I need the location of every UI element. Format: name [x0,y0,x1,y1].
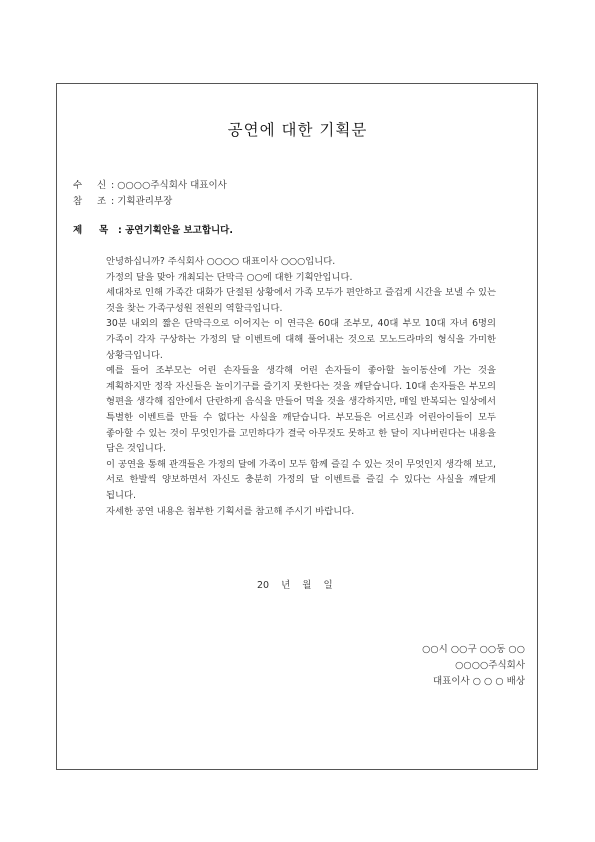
body-paragraph-example: 예를 들어 조부모는 어린 손자들을 생각해 어린 손자들이 좋아할 놀이동산에 가는 것을 계획하지만 정작 자신들은 놀이기구를 즐기지 못한다는 것을 깨닫습니다. 10대 손자들은 부모의 형편을 생각해 집안에서 단란하게 음식을 만들어 먹을 것을 생각하지만, 매일 반복되는 일상에서 특별한 이벤트를 만들 수 없다는 사실을 깨닫습니다. 부모들은 어르신과 어린아이들이 모두 좋아할 수 있는 것이 무엇인가를 고민하다가 결국 아무것도 못하고 한 달이 지나버린다는 내용을 담은 것입니다. [106,365,496,455]
body-paragraph-purpose: 이 공연을 통해 관객들은 가정의 달에 가족이 모두 함께 즐길 수 있는 것이 무엇인지 생각해 보고, 서로 한발씩 양보하면서 자신도 충분히 가정의 달 이벤트를 즐길 수 있다는 사실을 깨닫게 됩니다. [106,458,496,501]
body-paragraph-intro: 가정의 달을 맞아 개최되는 단막극 ○○에 대한 기획안입니다. [106,271,353,283]
date-line: 20 년 월 일 [257,580,333,591]
reference-label-b: 조 [97,196,107,207]
document-title: 공연에 대한 기획문 [227,121,368,139]
recipient-value: : ○○○○주식회사 대표이사 [111,180,227,191]
body-paragraph-format: 30분 내외의 짧은 단막극으로 이어지는 이 연극은 60대 조부모, 40대 부모 10대 자녀 6명의 가족이 각자 구상하는 가정의 달 이벤트에 대해 풀어내는 것으로 모노드라마의 형식을 가미한 상황극입니다. [106,318,496,361]
subject-line [73,222,233,236]
sender-company: ○○○○주식회사 [455,660,525,671]
document-body [106,254,496,519]
recipient-label-b: 신 [97,180,107,191]
subject-value: : 공연기획안을 보고합니다. [118,225,233,236]
sender-name: 대표이사 ○ ○ ○ 배상 [432,676,525,687]
reference-value: : 기획관리부장 [111,196,173,207]
recipient-label-a: 수 [73,180,83,191]
body-paragraph-background: 세대차로 인해 가족간 대화가 단절된 상황에서 가족 모두가 편안하고 즐겁게 시간을 보낼 수 있는 것을 찾는 가족구성원 전원의 역할극입니다. [106,287,496,314]
reference-line [73,193,172,207]
subject-label-b: 목 [99,225,109,236]
body-paragraph-greeting: 안녕하십니까? 주식회사 ○○○○ 대표이사 ○○○입니다. [106,256,336,267]
body-paragraph-closing: 자세한 공연 내용은 첨부한 기획서를 참고해 주시기 바랍니다. [106,505,355,517]
sender-address: ○○시 ○○구 ○○동 ○○ [422,644,525,655]
recipient-line [73,177,227,191]
reference-label-a: 참 [73,196,83,207]
subject-label-a: 제 [73,225,83,236]
